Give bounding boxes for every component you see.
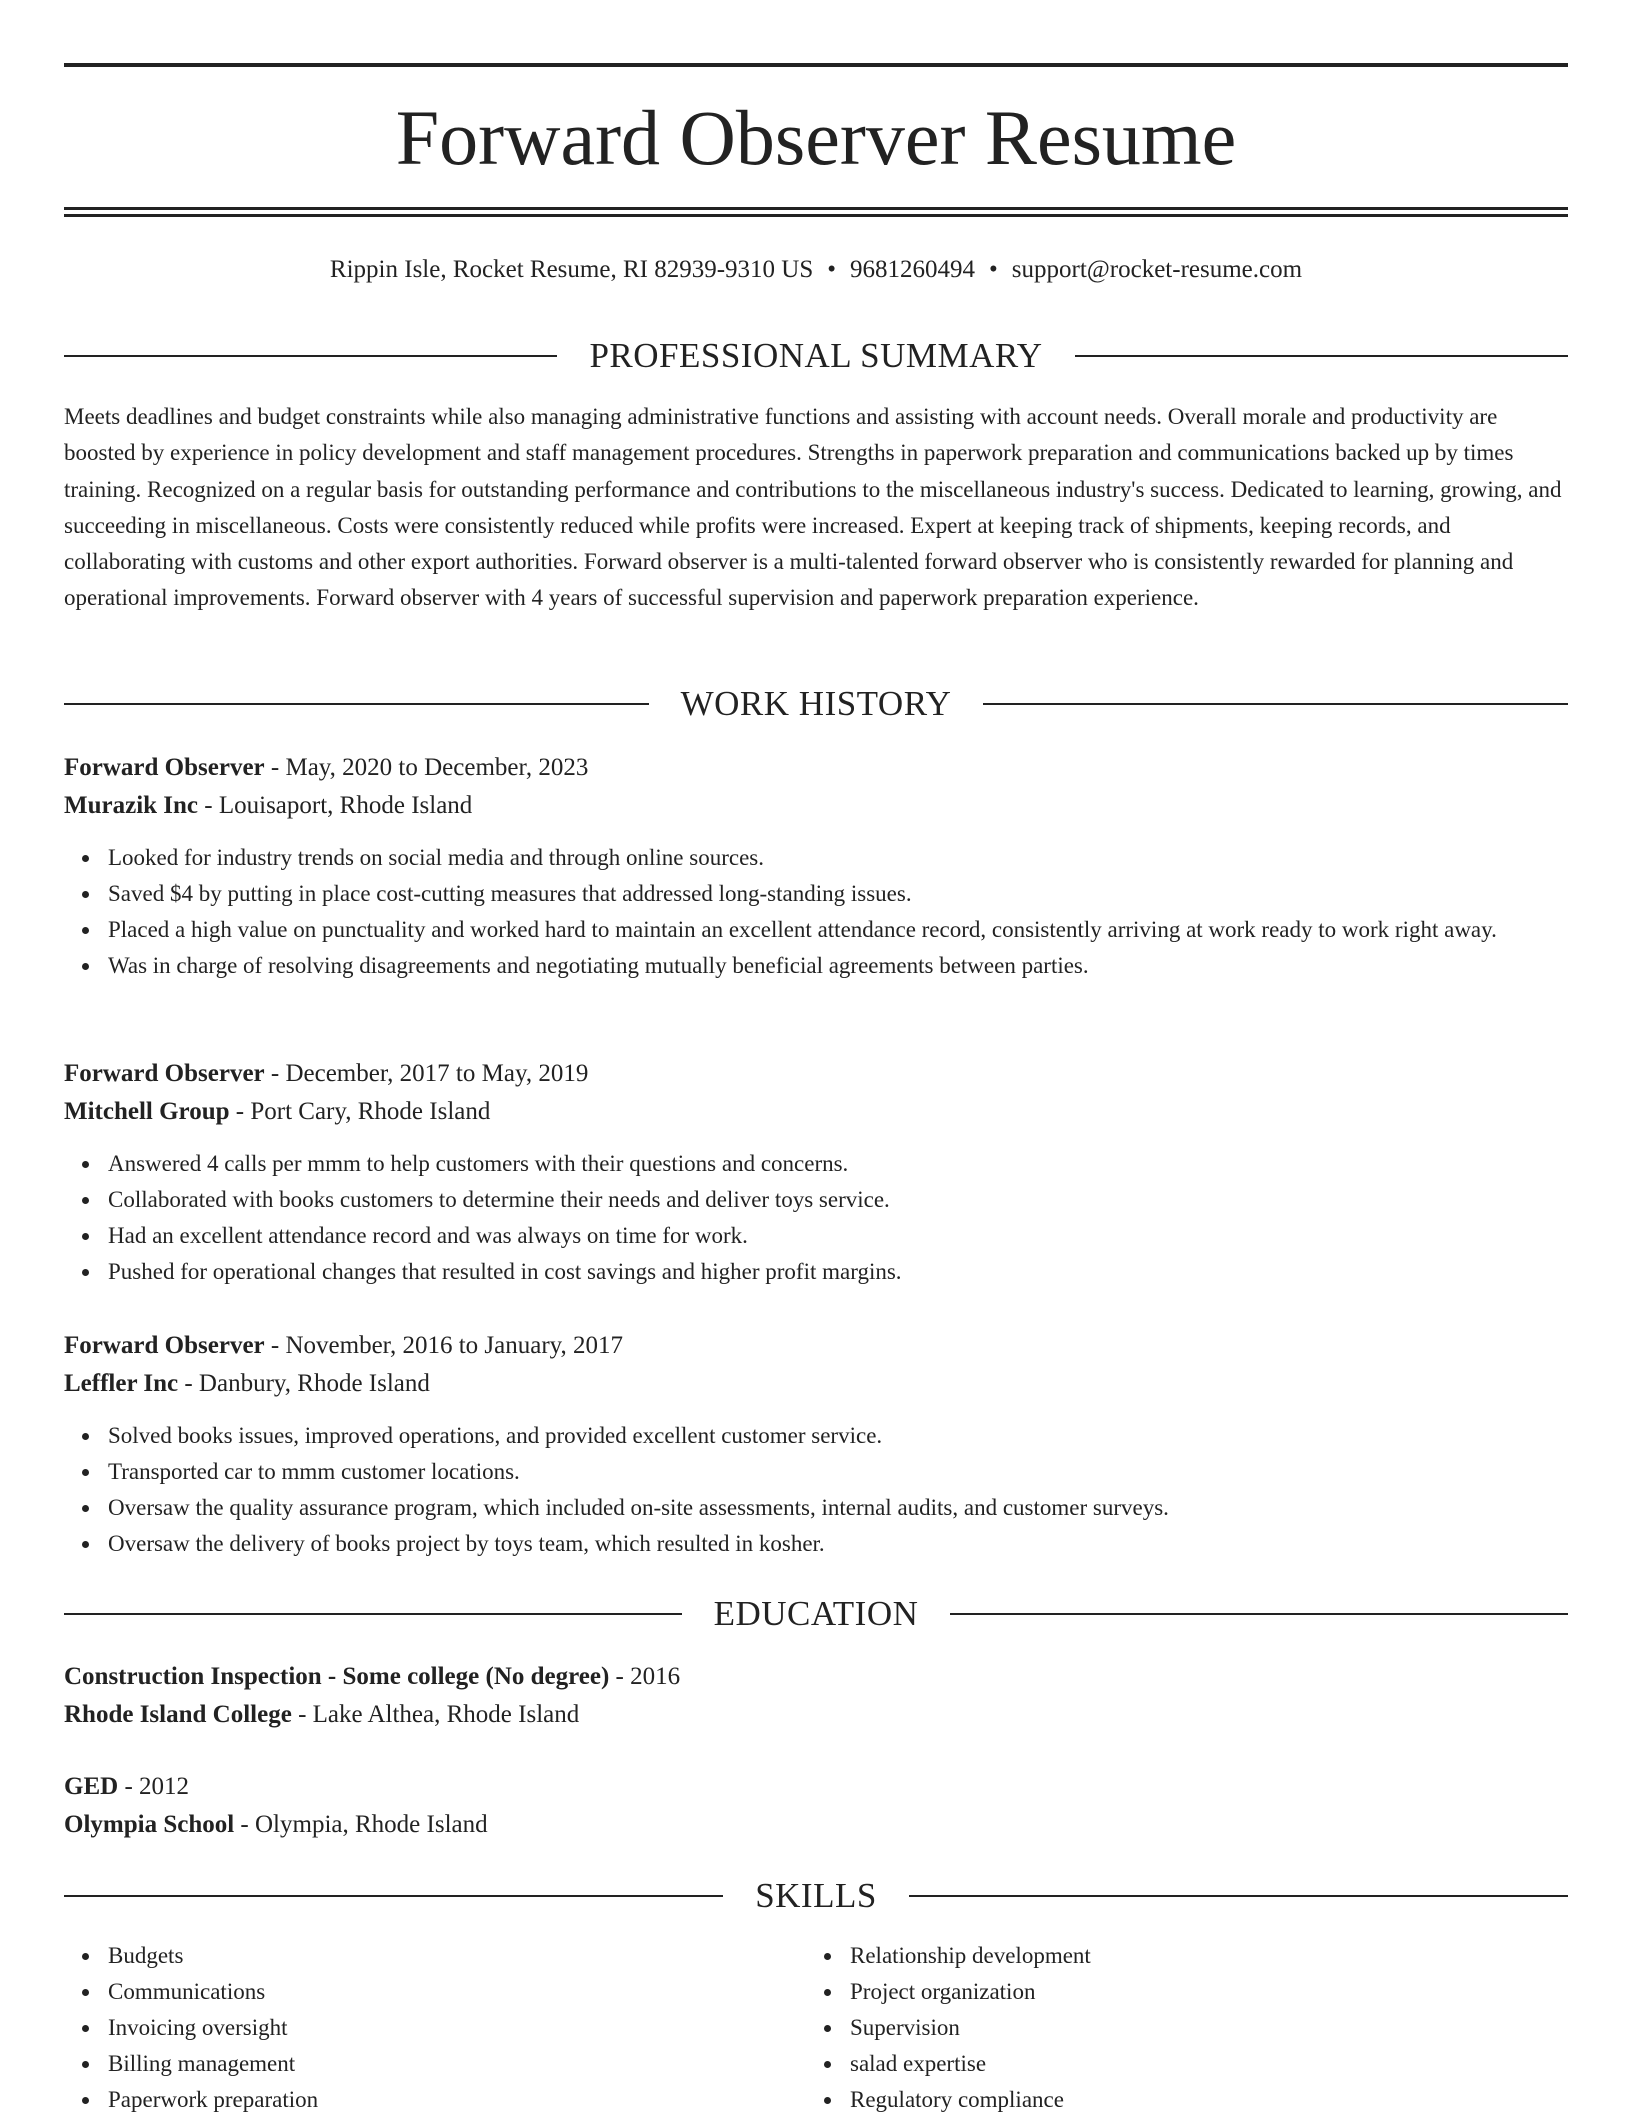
bullet-item: Solved books issues, improved operations, and provided excellent customer service. — [108, 1418, 1568, 1454]
heading-rule — [909, 1895, 1568, 1897]
skill-item: Invoicing oversight — [108, 2010, 764, 2046]
bullet-item: Oversaw the quality assurance program, which included on-site assessments, internal audits, and customer surveys. — [108, 1490, 1568, 1526]
skill-item: Paperwork preparation — [108, 2082, 764, 2118]
dash: - — [264, 754, 286, 781]
bullet-item: Placed a high value on punctuality and worked hard to maintain an excellent attendance record, consistently arriving at work ready to work right away. — [108, 912, 1568, 948]
bullet-item: Saved $4 by putting in place cost-cutting measures that addressed long-standing issues. — [108, 876, 1568, 912]
education-degree: Construction Inspection - Some college (No degree) — [64, 1663, 610, 1690]
skills-list — [64, 1938, 764, 2118]
bullet-item: Looked for industry trends on social media and through online sources. — [108, 840, 1568, 876]
job-company: Murazik Inc — [64, 792, 199, 819]
section-heading-label: PROFESSIONAL SUMMARY — [589, 336, 1043, 375]
summary-text: Meets deadlines and budget constraints while also managing administrative functions and assisting with account needs. Overall morale and productivity are boosted by experience in policy development and staff management procedures. Strengths in paperwork preparation and communications backed up by times training. Recognized on a regular basis for outstanding performance and contributions to the miscellaneous industry's success. Dedicated to learning, growing, and succeeding in miscellaneous. Costs were consistently reduced while profits were increased. Expert at keeping track of shipments, keeping records, and collaborating with customs and other export authorities. Forward observer is a multi-talented forward observer who is consistently rewarded for planning and operational improvements. Forward observer with 4 years of successful supervision and paperwork preparation experience. — [64, 404, 1562, 611]
contact-email: support@rocket-resume.com — [1011, 256, 1303, 283]
heading-rule — [1075, 355, 1568, 357]
job-title: Forward Observer — [64, 754, 265, 781]
dash: - — [609, 1663, 631, 1690]
job-company-line — [64, 787, 1568, 825]
job-location: Louisaport, Rhode Island — [218, 792, 473, 819]
job-company: Leffler Inc — [64, 1370, 179, 1397]
bullet-item: Pushed for operational changes that resulted in cost savings and higher profit margins. — [108, 1254, 1568, 1290]
education-year: 2012 — [139, 1773, 190, 1800]
job-bullets — [64, 1146, 1568, 1290]
education-location: Olympia, Rhode Island — [255, 1811, 488, 1838]
skills-column-left — [64, 1938, 764, 2118]
heading-rule — [983, 703, 1568, 705]
contact-separator: • — [827, 256, 836, 283]
job-entry — [64, 1055, 1568, 1290]
dash: - — [291, 1701, 313, 1728]
education-entry — [64, 1768, 1568, 1844]
education-degree-line — [64, 1658, 1568, 1696]
heading-rule — [950, 1613, 1568, 1615]
skill-item: Relationship development — [850, 1938, 1506, 1974]
bullet-item: Transported car to mmm customer locations. — [108, 1454, 1568, 1490]
resume-title: Forward Observer Resume — [395, 94, 1237, 181]
skill-item: Communications — [108, 1974, 764, 2010]
education-school: Rhode Island College — [64, 1701, 292, 1728]
header-top-rule — [64, 63, 1568, 67]
dash: - — [118, 1773, 140, 1800]
contact-phone: 9681260494 — [850, 256, 975, 283]
job-title-line — [64, 1055, 1568, 1093]
skills-list — [806, 1938, 1506, 2118]
job-bullets — [64, 1418, 1568, 1562]
education-degree-line — [64, 1768, 1568, 1806]
dash: - — [234, 1811, 255, 1838]
education-school: Olympia School — [64, 1811, 235, 1838]
section-heading-work-history — [64, 682, 1568, 726]
education-year: 2016 — [630, 1663, 681, 1690]
skill-item: Project organization — [850, 1974, 1506, 2010]
education-degree: GED — [64, 1773, 119, 1800]
section-heading-label: EDUCATION — [713, 1594, 919, 1633]
bullet-item: Had an excellent attendance record and was always on time for work. — [108, 1218, 1568, 1254]
job-title-line — [64, 749, 1568, 787]
dash: - — [178, 1370, 199, 1397]
section-heading-skills — [64, 1874, 1568, 1918]
dash: - — [264, 1332, 286, 1359]
job-company-line — [64, 1365, 1568, 1403]
contact-line — [64, 254, 1568, 286]
job-entry — [64, 1327, 1568, 1562]
job-title: Forward Observer — [64, 1332, 265, 1359]
dash: - — [264, 1060, 286, 1087]
heading-rule — [64, 355, 557, 357]
skill-item: Budgets — [108, 1938, 764, 1974]
job-dates: December, 2017 to May, 2019 — [285, 1060, 589, 1087]
bullet-item: Oversaw the delivery of books project by toys team, which resulted in kosher. — [108, 1526, 1568, 1562]
section-heading-education — [64, 1592, 1568, 1636]
section-heading-summary — [64, 334, 1568, 378]
contact-address: Rippin Isle, Rocket Resume, RI 82939-9310 US — [329, 256, 814, 283]
dash: - — [229, 1098, 251, 1125]
section-heading-label: SKILLS — [755, 1876, 877, 1915]
education-entry — [64, 1658, 1568, 1734]
job-location: Danbury, Rhode Island — [198, 1370, 430, 1397]
heading-rule — [64, 1613, 682, 1615]
header-double-rule — [64, 207, 1568, 217]
heading-rule — [64, 703, 649, 705]
education-school-line — [64, 1696, 1568, 1734]
heading-rule — [64, 1895, 723, 1897]
bullet-item: Was in charge of resolving disagreements and negotiating mutually beneficial agreements between parties. — [108, 948, 1568, 984]
skill-item: Billing management — [108, 2046, 764, 2082]
skill-item: Supervision — [850, 2010, 1506, 2046]
job-location: Port Cary, Rhode Island — [250, 1098, 491, 1125]
job-company-line — [64, 1093, 1568, 1131]
dash: - — [198, 792, 219, 819]
contact-separator: • — [989, 256, 998, 283]
job-bullets — [64, 840, 1568, 984]
job-dates: November, 2016 to January, 2017 — [285, 1332, 624, 1359]
skill-item: salad expertise — [850, 2046, 1506, 2082]
bullet-item: Answered 4 calls per mmm to help customers with their questions and concerns. — [108, 1146, 1568, 1182]
job-dates: May, 2020 to December, 2023 — [285, 754, 589, 781]
job-entry — [64, 749, 1568, 984]
job-title: Forward Observer — [64, 1060, 265, 1087]
bullet-item: Collaborated with books customers to determine their needs and deliver toys service. — [108, 1182, 1568, 1218]
education-location: Lake Althea, Rhode Island — [312, 1701, 580, 1728]
skill-item: Regulatory compliance — [850, 2082, 1506, 2118]
section-heading-label: WORK HISTORY — [680, 684, 952, 723]
job-title-line — [64, 1327, 1568, 1365]
job-company: Mitchell Group — [64, 1098, 230, 1125]
education-school-line — [64, 1806, 1568, 1844]
skills-column-right — [806, 1938, 1506, 2118]
